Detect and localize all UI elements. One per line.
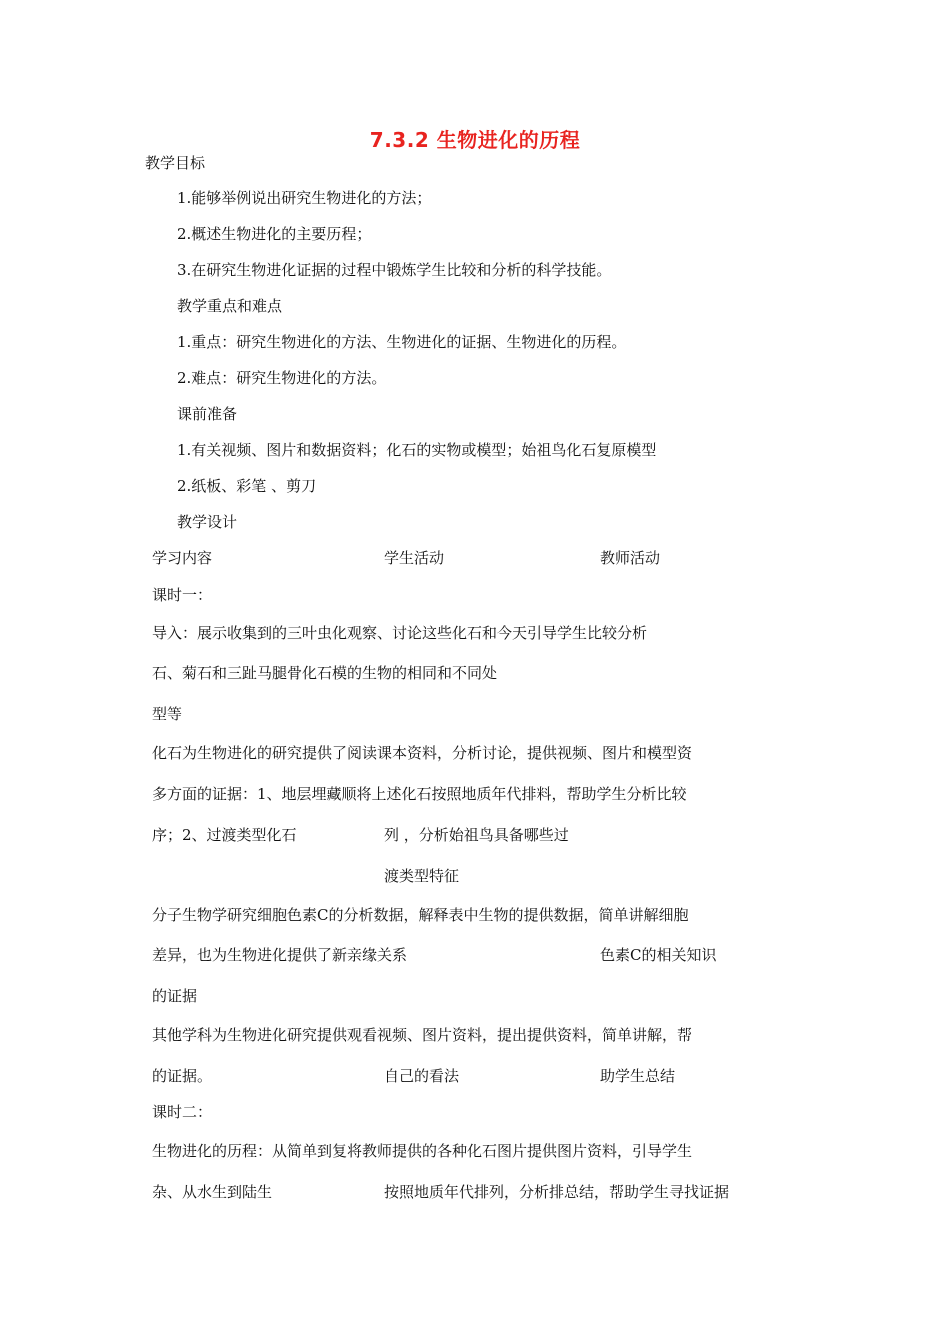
goal-item-1: 1.能够举例说出研究生物进化的方法； xyxy=(177,189,432,207)
lesson1-molecular-line2-content: 差异，也为生物进化提供了新亲缘关系 xyxy=(152,946,408,964)
lesson1-intro-line1: 导入：展示收集到的三叶虫化观察、讨论这些化石和今天引导学生比较分析 xyxy=(152,624,648,642)
design-heading: 教学设计 xyxy=(177,513,238,531)
lesson1-other-line2-content: 的证据。 xyxy=(152,1067,213,1085)
lesson1-other-line2-student: 自己的看法 xyxy=(384,1067,460,1085)
lesson1-fossil-line2: 多方面的证据：1、地层埋藏顺将上述化石按照地质年代排料，帮助学生分析比较 xyxy=(152,785,687,803)
key-points-heading: 教学重点和难点 xyxy=(177,297,283,315)
prep-item-1: 1.有关视频、图片和数据资料；化石的实物或模型；始祖鸟化石复原模型 xyxy=(177,441,657,459)
lesson2-history-line1: 生物进化的历程：从简单到复将教师提供的各种化石图片提供图片资料，引导学生 xyxy=(152,1142,693,1160)
lesson1-other-line2-teacher: 助学生总结 xyxy=(600,1067,676,1085)
column-header-content: 学习内容 xyxy=(152,549,213,567)
lesson2-label: 课时二： xyxy=(152,1103,213,1121)
lesson1-intro-line3: 型等 xyxy=(152,705,183,723)
goal-item-2: 2.概述生物进化的主要历程； xyxy=(177,225,372,243)
prep-heading: 课前准备 xyxy=(177,405,238,423)
goal-item-3: 3.在研究生物进化证据的过程中锻炼学生比较和分析的科学技能。 xyxy=(177,261,612,279)
column-header-student: 学生活动 xyxy=(384,549,445,567)
lesson1-fossil-line4-student: 渡类型特征 xyxy=(384,867,460,885)
lesson1-other-line1: 其他学科为生物进化研究提供观看视频、图片资料，提出提供资料，简单讲解，帮 xyxy=(152,1026,693,1044)
key-point-1: 1.重点：研究生物进化的方法、生物进化的证据、生物进化的历程。 xyxy=(177,333,627,351)
page-title: 7.3.2 生物进化的历程 xyxy=(369,128,581,152)
lesson1-fossil-line1: 化石为生物进化的研究提供了阅读课本资料，分析讨论，提供视频、图片和模型资 xyxy=(152,744,693,762)
lesson1-label: 课时一： xyxy=(152,586,213,604)
key-point-2: 2.难点：研究生物进化的方法。 xyxy=(177,369,387,387)
goals-heading: 教学目标 xyxy=(145,154,206,172)
prep-item-2: 2.纸板、彩笔 、剪刀 xyxy=(177,477,317,495)
lesson1-molecular-line3: 的证据 xyxy=(152,987,198,1005)
lesson1-intro-line2: 石、菊石和三趾马腿骨化石模的生物的相同和不同处 xyxy=(152,664,498,682)
lesson2-history-line2-content: 杂、从水生到陆生 xyxy=(152,1183,273,1201)
lesson1-fossil-line3-student: 列 ，分析始祖鸟具备哪些过 xyxy=(384,826,569,844)
lesson1-fossil-line3-content: 序；2、过渡类型化石 xyxy=(152,826,297,844)
column-header-teacher: 教师活动 xyxy=(600,549,661,567)
lesson2-history-line2-student: 按照地质年代排列，分析排总结，帮助学生寻找证据 xyxy=(384,1183,730,1201)
lesson1-molecular-line1: 分子生物学研究细胞色素C的分析数据，解释表中生物的提供数据，简单讲解细胞 xyxy=(152,906,689,924)
lesson1-molecular-line2-teacher: 色素C的相关知识 xyxy=(600,946,717,964)
